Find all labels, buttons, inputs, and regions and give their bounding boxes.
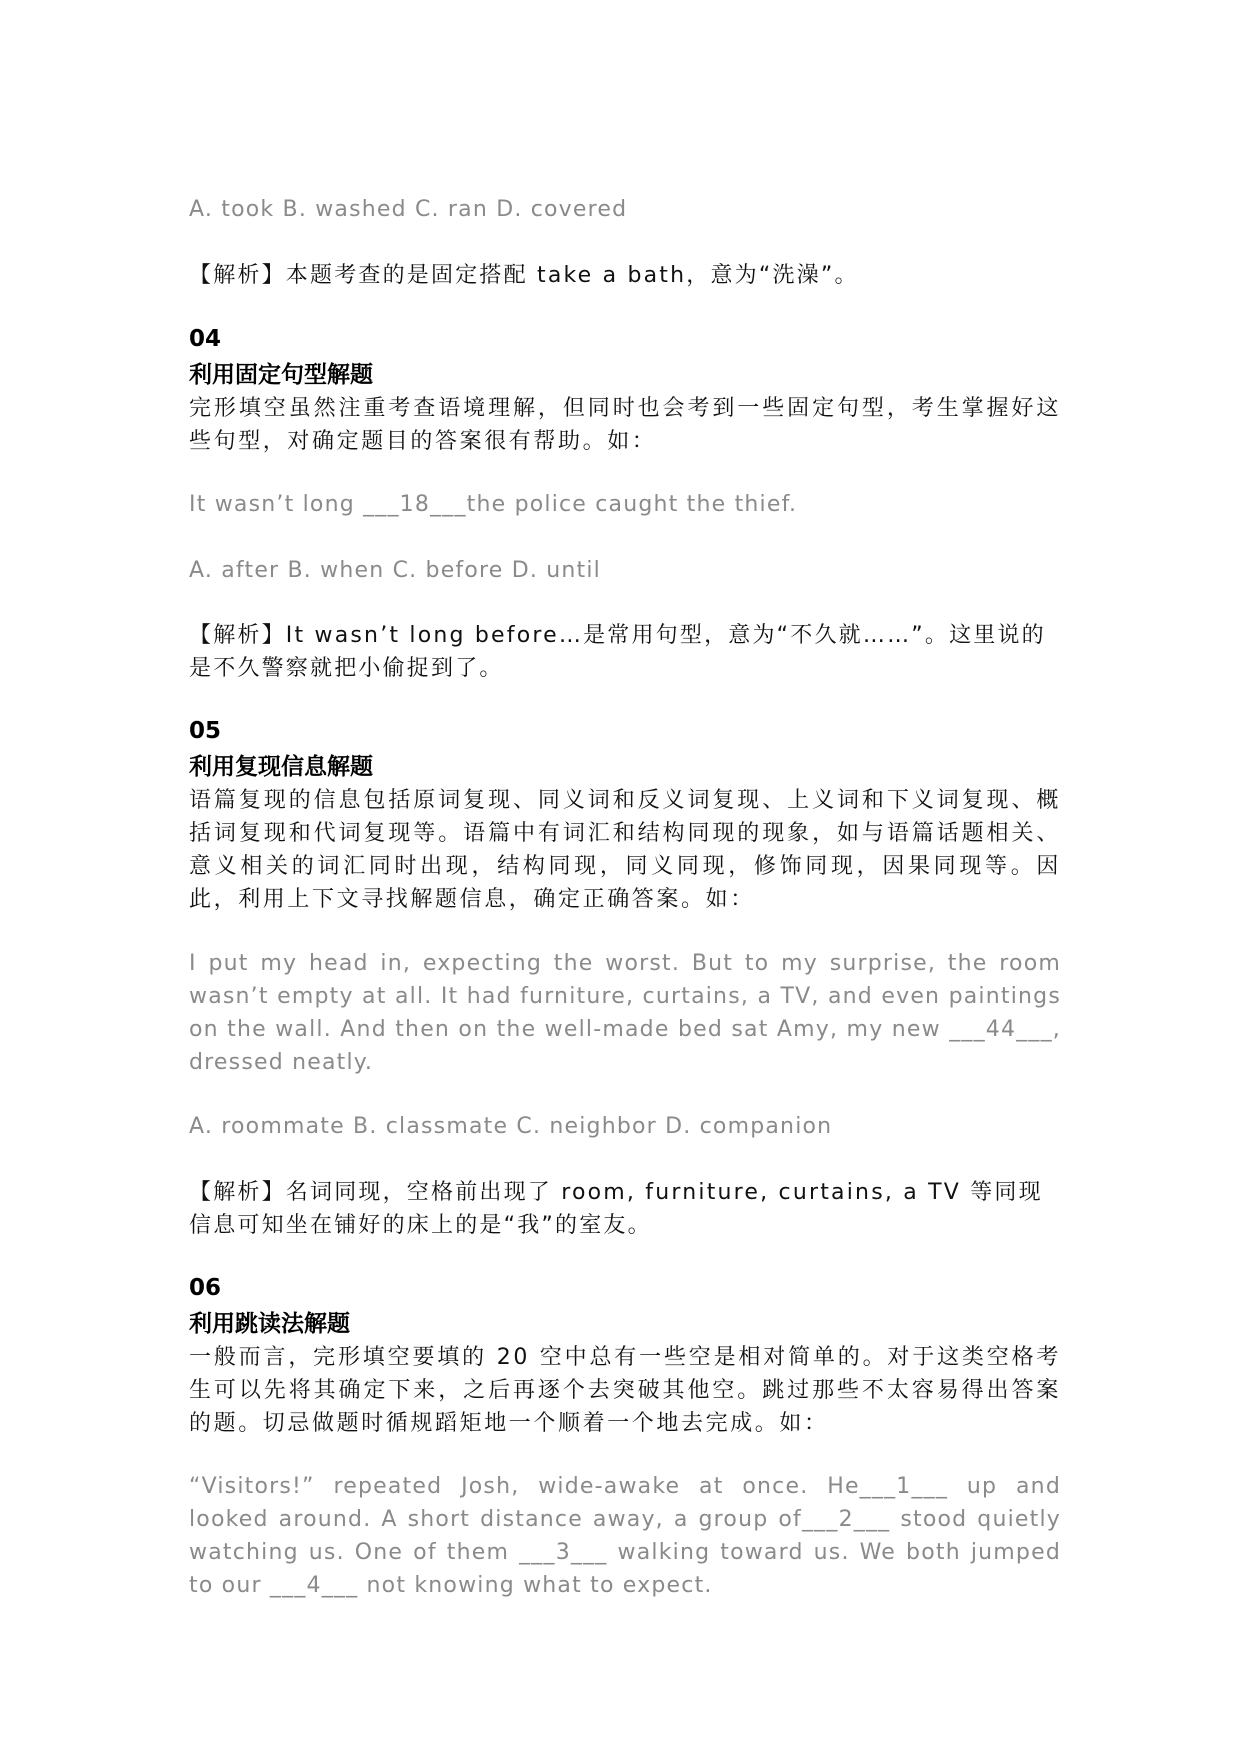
- section-body-04: 完形填空虽然注重考查语境理解，但同时也会考到一些固定句型，考生掌握好这些句型，对确定题目的答案很有帮助。如：: [189, 396, 1061, 454]
- answer-options-2: A. after B. when C. before D. until: [189, 558, 601, 583]
- answer-options-1: A. took B. washed C. ran D. covered: [189, 197, 628, 222]
- section-body-05: 语篇复现的信息包括原词复现、同义词和反义词复现、上义词和下义词复现、概括词复现和代词复现等。语篇中有词汇和结构同现的现象，如与语篇话题相关、意义相关的词汇同时出现，结构同现，同义同现，修饰同现，因果同现等。因此，利用上下文寻找解题信息，确定正确答案。如：: [189, 788, 1061, 912]
- section-heading-05: 利用复现信息解题: [189, 754, 373, 780]
- section-number-04: 04: [189, 326, 222, 352]
- section-number-06: 06: [189, 1275, 222, 1301]
- example-passage-3: I put my head in, expecting the worst. But to my surprise, the room wasn’t empty at all. It had furniture, curtains, a TV, and even paintings on the wall. And then on the well-made bed sat Amy, my new ___44___, dressed neatly.: [189, 951, 1061, 1075]
- answer-options-3: A. roommate B. classmate C. neighbor D. companion: [189, 1114, 833, 1139]
- section-body-06: 一般而言，完形填空要填的 20 空中总有一些空是相对简单的。对于这类空格考生可以先将其确定下来，之后再逐个去突破其他空。跳过那些不太容易得出答案的题。切忌做题时循规蹈矩地一个顺着一个地去完成。如：: [189, 1345, 1061, 1436]
- analysis-2: 【解析】It wasn’t long before…是常用句型，意为“不久就……”。这里说的是不久警察就把小偷捉到了。: [189, 623, 1046, 681]
- analysis-1: 【解析】本题考查的是固定搭配 take a bath，意为“洗澡”。: [189, 263, 859, 288]
- analysis-3: 【解析】名词同现，空格前出现了 room, furniture, curtains, a TV 等同现信息可知坐在铺好的床上的是“我”的室友。: [189, 1180, 1043, 1238]
- section-number-05: 05: [189, 718, 222, 744]
- section-heading-04: 利用固定句型解题: [189, 362, 373, 388]
- example-passage-4: “Visitors!” repeated Josh, wide-awake at once. He___1___ up and looked around. A short distance away, a group of___2___ stood quietly watching us. One of them ___3___ walking toward us. We both jumped to our ___4___ not knowing what to expect.: [189, 1474, 1061, 1598]
- section-heading-06: 利用跳读法解题: [189, 1311, 350, 1337]
- example-sentence-2: It wasn’t long ___18___the police caught the thief.: [189, 492, 798, 517]
